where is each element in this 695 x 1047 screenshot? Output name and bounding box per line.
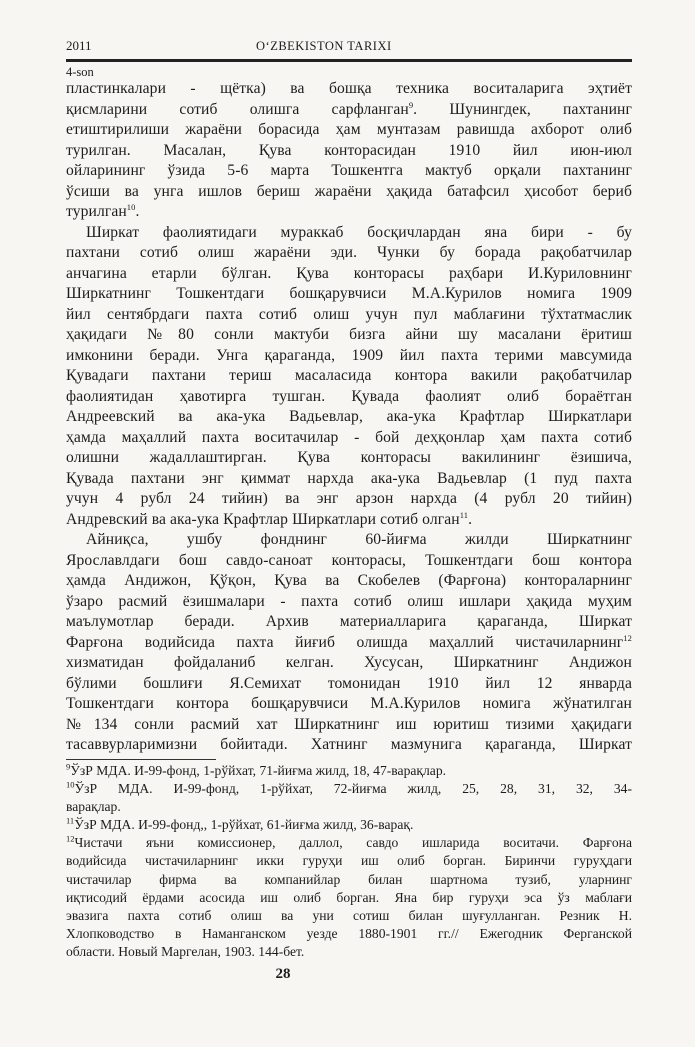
body-text bbox=[66, 79, 632, 756]
body-line-text: ўсиши ва унга ишлов бериш жараёни ҳақида батафсил ҳисобот бериб bbox=[66, 182, 632, 200]
body-line bbox=[66, 612, 632, 633]
body-line-text: Ширкат фаолиятидаги мураккаб босқичлардан яна бири - бу bbox=[86, 223, 632, 241]
body-line bbox=[66, 489, 632, 510]
body-line-text: турилган bbox=[66, 203, 127, 220]
body-line bbox=[66, 653, 632, 674]
footnote-separator bbox=[66, 759, 216, 760]
footnote-line-text: Чистачи яъни комиссионер, даллол, савдо ишларида воситачи. Фарғона bbox=[74, 835, 632, 851]
body-line-text-cont: . bbox=[135, 203, 140, 220]
body-line-text: йил сентябрдаги пахта сотиб олиш учун пул маблағини тўхтатмаслик bbox=[66, 305, 632, 323]
body-line bbox=[66, 715, 632, 736]
body-line bbox=[66, 284, 632, 305]
journal-page bbox=[66, 36, 632, 962]
body-line-text: етиштирилиши жараёни борасида ҳам мунтазам равишда ахборот олиб bbox=[66, 121, 632, 138]
body-line-text: Айниқса, ушбу фонднинг 60-йиғма жилди Ширкатнинг bbox=[86, 531, 632, 548]
body-line bbox=[66, 366, 632, 387]
body-line-text: пахтани сотиб олиш жараёни эди. Чунки бу борада рақобатчилар bbox=[66, 244, 632, 261]
footnotes bbox=[66, 762, 632, 962]
body-line-text: олишни жадаллаштирган. Қува конторасы вакилининг ёзишича, bbox=[66, 449, 632, 466]
body-line-text: имконини беради. Унга қараганда, 1909 йил пахта терими мавсумида bbox=[66, 346, 632, 364]
body-line bbox=[66, 79, 632, 100]
footnote-reference: 12 bbox=[623, 632, 632, 643]
body-line bbox=[66, 161, 632, 182]
footnote-marker: 11 bbox=[66, 815, 75, 826]
footnote-line bbox=[66, 780, 632, 798]
header-year: 2011 bbox=[66, 38, 92, 53]
body-line-text: учун 4 рубл 24 тийин) ва энг арзон нархда (4 рубл 20 тийин) bbox=[66, 490, 632, 507]
body-line-text: Тошкентдаги контора бошқарувчиси М.А.Курилов номига жўнатилган bbox=[66, 695, 632, 712]
body-line-text: ҳамда маҳаллий пахта воситачилар - бой деҳқонлар ҳам пахта сотиб bbox=[66, 428, 632, 446]
footnote-line bbox=[66, 798, 632, 816]
body-line-text: хизматидан фойдаланиб келган. Хусусан, Ширкатнинг Андижон bbox=[66, 654, 632, 671]
footnote-reference: 10 bbox=[126, 201, 136, 212]
body-line-text-cont: . Шунингдек, пахтанинг bbox=[413, 100, 632, 118]
journal-title: O‘ZBEKISTON TARIXI bbox=[256, 39, 392, 53]
body-line bbox=[66, 510, 632, 531]
footnote-marker: 9 bbox=[66, 760, 71, 771]
footnote-line bbox=[66, 834, 632, 852]
body-line-text-cont: . bbox=[468, 510, 473, 528]
body-line bbox=[66, 223, 632, 244]
page-number: 28 bbox=[275, 966, 291, 982]
body-line bbox=[66, 592, 632, 613]
footnote-reference: 9 bbox=[408, 99, 414, 110]
footnote-line-text: чистачилар фирма ва компанийлар билан шартнома тузиб, уларнинг bbox=[66, 871, 632, 887]
footnote-line-text: Хлопководство в Наманганском уезде 1880-1901 гг.// Ежегодник Ферганской bbox=[66, 926, 632, 942]
footnote-line bbox=[66, 925, 632, 943]
footnote-line-text: ЎзР МДА. И-99-фонд, 1-рўйхат, 72-йиғма жилд, 25, 28, 31, 32, 34- bbox=[74, 780, 632, 796]
footnote-line-text: эвазига пахта сотиб олиш ва уни сотиш билан шуғулланган. Резник Н. bbox=[66, 908, 632, 923]
body-line bbox=[66, 551, 632, 572]
body-line-text: бўлими бошлиғи Я.Семихат томонидан 1910 йил 12 январда bbox=[66, 674, 632, 692]
body-line-text: фаолиятидан ҳавотирга тушган. Қувада фаолият олиб бораётган bbox=[66, 387, 632, 405]
footnote-line bbox=[66, 816, 632, 834]
body-line bbox=[66, 735, 632, 756]
body-line-text: ҳамда Андижон, Қўқон, Қува ва Скобелев (Фарғона) контораларнинг bbox=[66, 572, 632, 589]
body-line bbox=[66, 120, 632, 141]
body-line bbox=[66, 305, 632, 326]
footnote-line-text: иқтисодий ёрдами асосида иш олиб борган. Яна бир гуруҳи эса ўз маблағи bbox=[66, 889, 632, 905]
body-line bbox=[66, 674, 632, 695]
footnote-line bbox=[66, 871, 632, 889]
body-line bbox=[66, 428, 632, 449]
body-line bbox=[66, 243, 632, 264]
body-line bbox=[66, 407, 632, 428]
footnote-line-text: ЎзР МДА. И-99-фонд, 1-рўйхат, 71-йиғма жилд, 18, 47-варақлар. bbox=[70, 762, 447, 778]
body-line bbox=[66, 325, 632, 346]
footnote-line-text: водийсида чистачиларнинг икки гуруҳи иш олиб борган. Биринчи гуруҳдаги bbox=[66, 853, 632, 869]
footnote-line bbox=[66, 852, 632, 870]
running-header bbox=[66, 36, 632, 58]
body-line-text: қисмларини сотиб олишга сарфланган bbox=[66, 100, 409, 118]
footnote-line bbox=[66, 907, 632, 925]
footnote-line bbox=[66, 762, 632, 780]
body-line bbox=[66, 346, 632, 367]
body-line-text: №134 сонли расмий хат Ширкатнинг иш юритиш тизими ҳақидаги bbox=[66, 715, 632, 733]
body-line bbox=[66, 387, 632, 408]
body-line-text: Андревский ва ака-ука Крафтлар Ширкатлари сотиб олган bbox=[66, 510, 460, 528]
body-line-text: Қувадаги пахтани териш масаласида контора вакили рақобатчилар bbox=[66, 367, 632, 384]
body-line bbox=[66, 182, 632, 203]
body-line bbox=[66, 694, 632, 715]
footnote-line bbox=[66, 943, 632, 961]
body-line-text: Қувада пахтани энг қиммат нархда ака-ука Вадьевлар (1 пуд пахта bbox=[66, 469, 632, 487]
footnote-marker: 12 bbox=[66, 833, 75, 844]
body-line-text: турилган. Масалан, Қува конторасидан 1910 йил июн-июл bbox=[66, 141, 632, 159]
body-line bbox=[66, 202, 632, 223]
body-line-text: пластинкалари - щётка) ва бошқа техника воситаларига эҳтиёт bbox=[66, 80, 632, 97]
body-line-text: анчагина етарли бўлган. Қува конторасы раҳбари И.Куриловнинг bbox=[66, 264, 632, 282]
footnote-line-text: области. Новый Маргелан, 1903. 144-бет. bbox=[66, 944, 305, 960]
footnote-line-text: ЎзР МДА. И-99-фонд,, 1-рўйхат, 61-йиғма жилд, 36-варақ. bbox=[74, 817, 414, 833]
body-line-text: ўзаро расмий ёзишмалари - пахта сотиб олиш ишлари ҳақида муҳим bbox=[66, 592, 632, 610]
issue-number: 4-son bbox=[66, 65, 94, 79]
body-line-text: ҳақидаги №80 сонли мактуби бизга айни шу масалани ёритиш bbox=[66, 326, 632, 343]
body-line bbox=[66, 633, 632, 654]
body-line bbox=[66, 100, 632, 121]
body-line-text: Ярославлдаги бош савдо-саноат конторасы, Тошкентдаги бош контора bbox=[66, 551, 632, 569]
body-line-text: тасаввурларимизни бойитади. Хатнинг мазмунига қараганда, Ширкат bbox=[66, 736, 632, 753]
footnote-marker: 10 bbox=[66, 779, 75, 790]
body-line-text: ойларининг ўзида 5-6 марта Тошкентга мактуб орқали пахтанинг bbox=[66, 162, 632, 179]
body-line bbox=[66, 571, 632, 592]
header-rule bbox=[66, 59, 632, 62]
body-line-text: Фарғона водийсида пахта йиғиб олишда маҳаллий чистачиларнинг bbox=[66, 633, 624, 651]
body-line-text: маълумотлар беради. Архив материалларига қараганда, Ширкат bbox=[66, 613, 632, 630]
body-line bbox=[66, 469, 632, 490]
body-line-text: Андреевский ва ака-ука Вадьевлар, ака-ука Крафтлар Ширкатлари bbox=[66, 408, 632, 425]
footnote-reference: 11 bbox=[459, 509, 469, 520]
body-line bbox=[66, 141, 632, 162]
footnote-line bbox=[66, 889, 632, 907]
body-line-text: Ширкатнинг Тошкентдаги бошқарувчиси М.А.Курилов номига 1909 bbox=[66, 285, 632, 302]
body-line bbox=[66, 264, 632, 285]
body-line bbox=[66, 448, 632, 469]
footnote-line-text: варақлар. bbox=[66, 798, 121, 814]
body-line bbox=[66, 530, 632, 551]
